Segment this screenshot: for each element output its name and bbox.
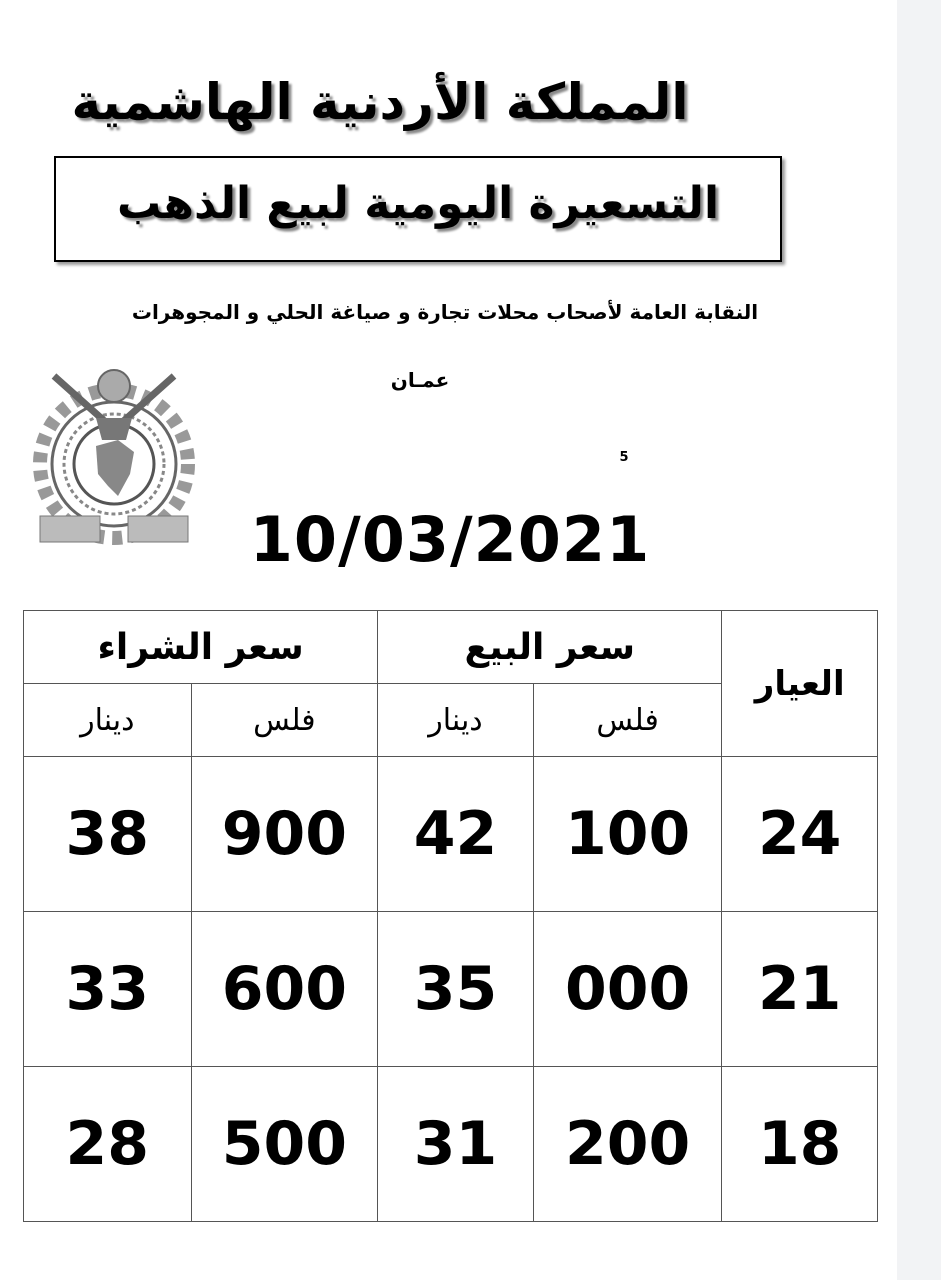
buy-price-header: سعر الشراء (24, 611, 378, 684)
bulletin-date: 10/03/2021 (249, 503, 651, 576)
sell-price-header: سعر البيع (378, 611, 722, 684)
gold-price-table (23, 610, 878, 1222)
union-name: النقابة العامة لأصحاب محلات تجارة و صياغة الحلي و المجوهرات (131, 300, 759, 324)
buy-fils-cell: 600 (191, 912, 378, 1067)
buy-fils-header: فلس (191, 684, 378, 757)
table-row (24, 912, 878, 1067)
sell-dinar-header: دينار (378, 684, 534, 757)
issue-number: 5 (619, 450, 629, 465)
sell-fils-cell: 000 (533, 912, 722, 1067)
buy-dinar-cell: 38 (24, 757, 192, 912)
buy-dinar-header: دينار (24, 684, 192, 757)
side-strip (897, 0, 941, 1280)
buy-dinar-cell: 33 (24, 912, 192, 1067)
table-row (24, 757, 878, 912)
sell-dinar-cell: 42 (378, 757, 534, 912)
buy-fils-cell: 900 (191, 757, 378, 912)
buy-fils-cell: 500 (191, 1067, 378, 1222)
sell-dinar-cell: 35 (378, 912, 534, 1067)
karat-cell: 21 (722, 912, 878, 1067)
sell-fils-cell: 100 (533, 757, 722, 912)
sell-dinar-cell: 31 (378, 1067, 534, 1222)
karat-cell: 18 (722, 1067, 878, 1222)
buy-dinar-cell: 28 (24, 1067, 192, 1222)
country-title: المملكة الأردنية الهاشمية (71, 73, 689, 131)
table-row (24, 1067, 878, 1222)
karat-header: العيار (722, 611, 878, 757)
sell-fils-header: فلس (533, 684, 722, 757)
union-emblem-gear-map-icon (14, 356, 214, 556)
city-name: عمـان (390, 368, 450, 392)
bulletin-title: التسعيرة اليومية لبيع الذهب (116, 178, 720, 229)
sell-fils-cell: 200 (533, 1067, 722, 1222)
karat-cell: 24 (722, 757, 878, 912)
